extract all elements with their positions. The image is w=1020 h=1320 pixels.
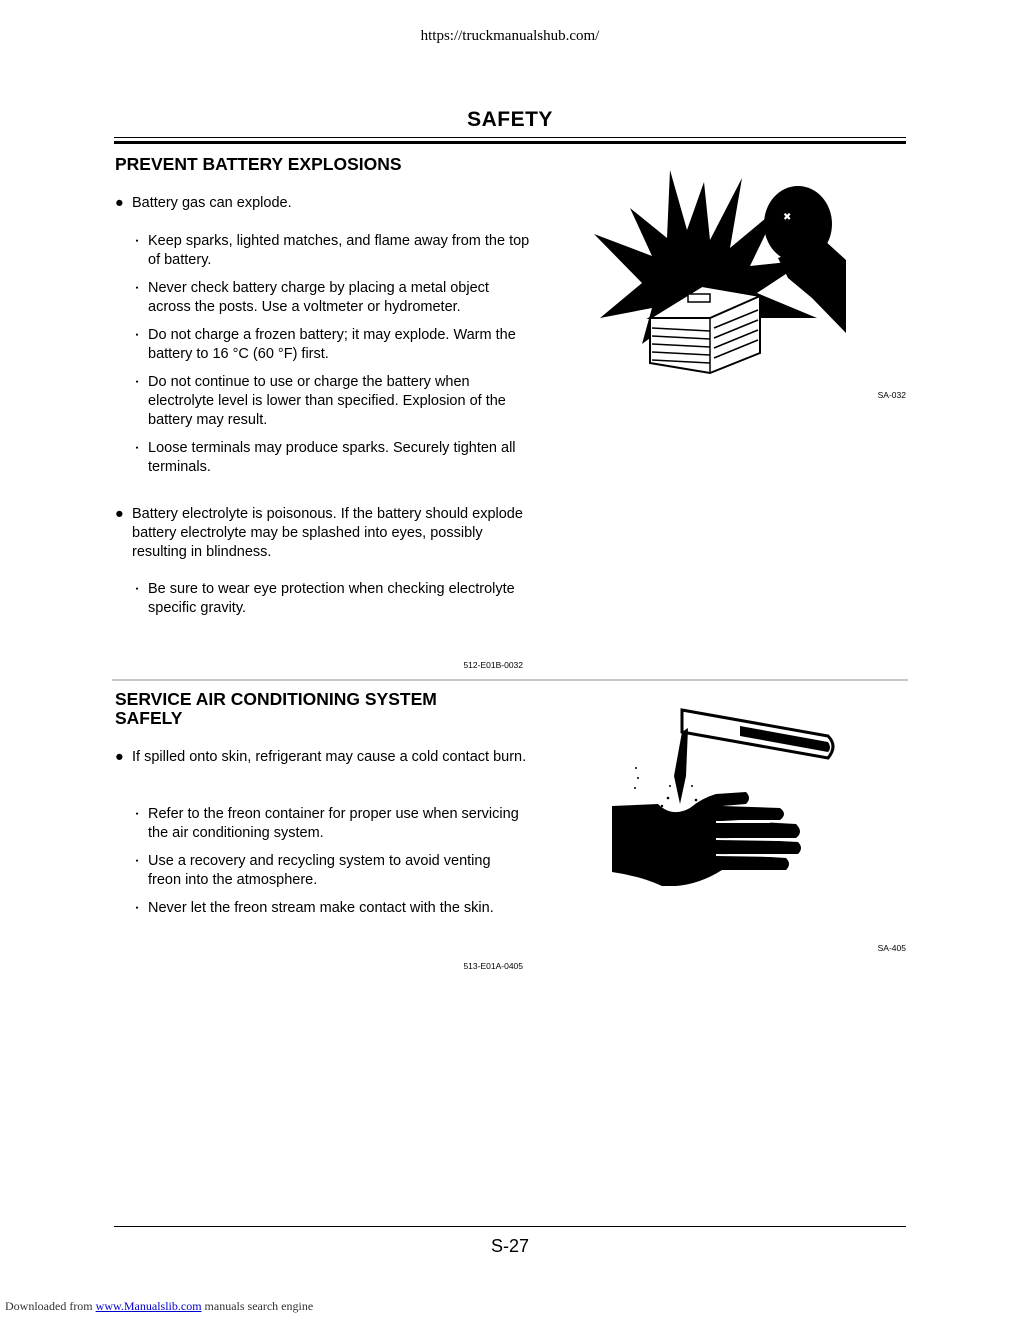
sub-item: ・ Use a recovery and recycling system to avoid venting freon into the atmosphere. xyxy=(131,853,491,888)
doc-code-air-conditioning: 513-E01A-0405 xyxy=(463,961,523,971)
battery-explosion-icon xyxy=(592,168,848,376)
sub-item: ・ Refer to the freon container for proper use when servicing the air conditioning system. xyxy=(131,806,519,841)
page-number: S-27 xyxy=(490,1236,530,1256)
refrigerant-hand-icon xyxy=(610,706,840,892)
manualslib-link[interactable]: www.Manualslib.com xyxy=(95,1299,202,1313)
section-heading-battery: PREVENT BATTERY EXPLOSIONS xyxy=(115,154,402,174)
download-suffix: manuals search engine xyxy=(204,1299,314,1313)
figure-code-refrigerant: SA-405 xyxy=(877,943,906,953)
bullet-electrolyte: ● Battery electrolyte is poisonous. If the battery should explode battery electrolyte may be splashed into eyes, possibly resulting in blindness. xyxy=(115,506,523,560)
sub-item: ・ Never let the freon stream make contact with the skin. xyxy=(131,900,494,916)
section-heading-air-conditioning: SERVICE AIR CONDITIONING SYSTEM SAFELY xyxy=(115,689,437,728)
section-divider xyxy=(112,679,908,681)
footer-rule xyxy=(114,1226,906,1227)
bullet-refrigerant: ● If spilled onto skin, refrigerant may cause a cold contact burn. xyxy=(115,749,527,765)
sub-item: ・ Do not continue to use or charge the battery when electrolyte level is lower than specified. Explosion of the battery may result. xyxy=(131,374,506,428)
doc-code-battery: 512-E01B-0032 xyxy=(463,660,523,670)
title-rule-thin xyxy=(114,137,906,138)
download-prefix: Downloaded from xyxy=(5,1299,93,1313)
svg-text:✖: ✖ xyxy=(783,212,792,223)
sub-item: ・ Keep sparks, lighted matches, and flame away from the top of battery. xyxy=(131,233,530,268)
page-title: SAFETY xyxy=(467,108,553,131)
sub-item: ・ Be sure to wear eye protection when checking electrolyte specific gravity. xyxy=(131,581,515,616)
title-rule-thick xyxy=(114,141,906,144)
download-credit xyxy=(5,1299,313,1314)
bullet-battery-gas: ● Battery gas can explode. xyxy=(115,195,292,211)
source-url: https://truckmanualshub.com/ xyxy=(420,28,600,44)
sub-item: ・ Do not charge a frozen battery; it may explode. Warm the battery to 16 °C (60 °F) first. xyxy=(131,327,516,362)
figure-code-battery: SA-032 xyxy=(877,390,906,400)
sub-item: ・ Loose terminals may produce sparks. Securely tighten all terminals. xyxy=(131,440,516,475)
sub-item: ・ Never check battery charge by placing a metal object across the posts. Use a voltmeter or hydrometer. xyxy=(131,280,489,315)
